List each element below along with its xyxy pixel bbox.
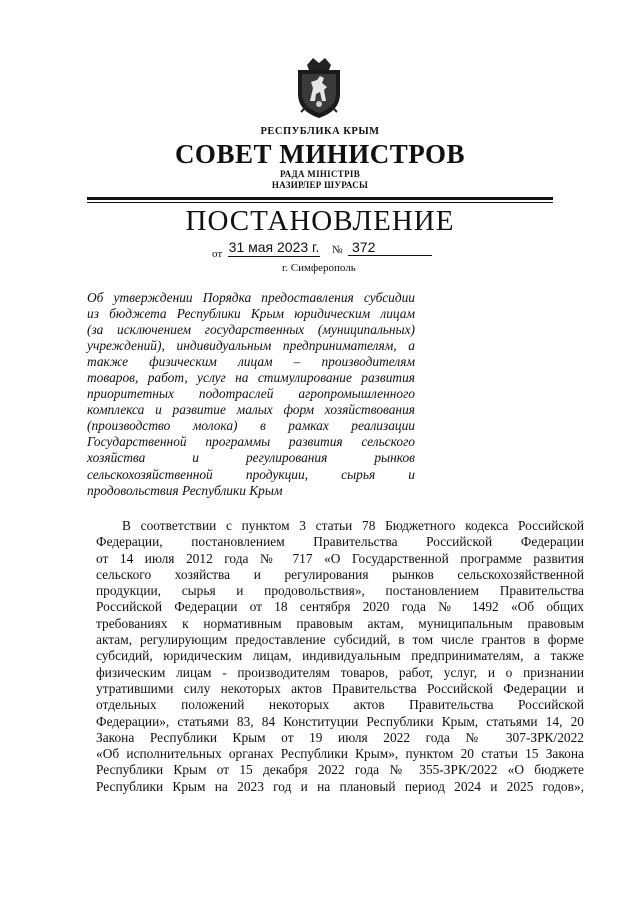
preamble-text <box>96 518 584 795</box>
city: г. Симферополь <box>282 262 356 274</box>
title-line: сельскохозяйственной продукции, сырья и <box>87 466 415 482</box>
body-line: актам, регулирующим предоставление субсидий, в том числе грантов в форме <box>96 632 584 648</box>
resolution-number: 372 <box>348 239 432 256</box>
document-type-heading: ПОСТАНОВЛЕНИЕ <box>185 205 455 237</box>
body-line: физическим лицам - производителям товаров, работ, услуг, и о признании <box>96 664 584 680</box>
body-line: В соответствии с пунктом 3 статьи 78 Бюджетного кодекса Российской <box>122 518 584 533</box>
body-line: Республики Крым от 15 декабря 2022 года № 355-ЗРК/2022 «О бюджете <box>96 762 584 778</box>
title-line: (за исключением государственных (муниципальных) <box>87 322 415 338</box>
title-line: Государственной программы развития сельского <box>87 434 415 450</box>
resolution-date: 31 мая 2023 г. <box>228 239 320 255</box>
resolution-title <box>87 290 415 499</box>
body-line: Республики Крым на 2023 год и на плановый период 2024 и 2025 годов», <box>96 778 584 794</box>
header-rule-thick <box>87 197 553 200</box>
body-line: продукции, сырья и продовольствия», постановлением Правительства <box>96 583 584 599</box>
title-line: продовольствия Республики Крым <box>87 482 283 498</box>
body-line: Федерации, постановлением Правительства Российской Федерации <box>96 534 584 550</box>
body-line: Закона Республики Крым от 19 июля 2022 года № 307-ЗРК/2022 <box>96 729 584 745</box>
republic-name: РЕСПУБЛИКА КРЫМ <box>260 126 380 137</box>
number-sign: № <box>332 244 343 256</box>
body-line: требованиях к нормативным правовым актам, муниципальным правовым <box>96 615 584 631</box>
body-line: Федерации», статьями 83, 84 Конституции Республики Крым, статьями 14, 20 <box>96 713 584 729</box>
body-line: сельского хозяйства и регулирования рынков сельскохозяйственной <box>96 566 584 582</box>
date-prefix: от <box>212 248 223 260</box>
crimea-coat-of-arms-icon <box>293 56 345 120</box>
body-line: «Об исполнительных органах Республики Крым», пунктом 20 статьи 15 Закона <box>96 746 584 762</box>
title-line: учреждений), индивидуальным предпринимателям, а <box>87 338 415 354</box>
title-line: товаров, работ, услуг на стимулирование развития <box>87 370 415 386</box>
body-line: субсидий, юридическим лицам, индивидуальным предпринимателям, а также <box>96 648 584 664</box>
body-line: отдельных положений некоторых актов Правительства Российской <box>96 697 584 713</box>
body-line: утратившими силу некоторых актов Правительства Российской Федерации и <box>96 680 584 696</box>
council-name-crimean-tatar: НАЗИРЛЕР ШУРАСЫ <box>271 180 369 190</box>
title-line: хозяйства и регулирования рынков <box>87 450 415 466</box>
title-line: также физическим лицам – производителям <box>87 354 415 370</box>
body-line: Российской Федерации от 18 сентября 2020 года № 1492 «Об общих <box>96 599 584 615</box>
council-name-ukrainian: РАДА МІНІСТРІВ <box>280 169 360 179</box>
date-number-line <box>212 239 432 261</box>
council-name: СОВЕТ МИНИСТРОВ <box>174 139 466 169</box>
title-line: комплекса и развитие малых форм хозяйствования <box>87 402 415 418</box>
title-line: из бюджета Республики Крым юридическим лицам <box>87 306 415 322</box>
header-rule-thin <box>87 202 553 203</box>
body-line: от 14 июля 2012 года № 717 «О Государственной программе развития <box>96 550 584 566</box>
title-line: Об утверждении Порядка предоставления субсидии <box>87 290 415 305</box>
title-line: приоритетных подотраслей агропромышленного <box>87 386 415 402</box>
title-line: (производство молока) в рамках реализации <box>87 418 415 434</box>
